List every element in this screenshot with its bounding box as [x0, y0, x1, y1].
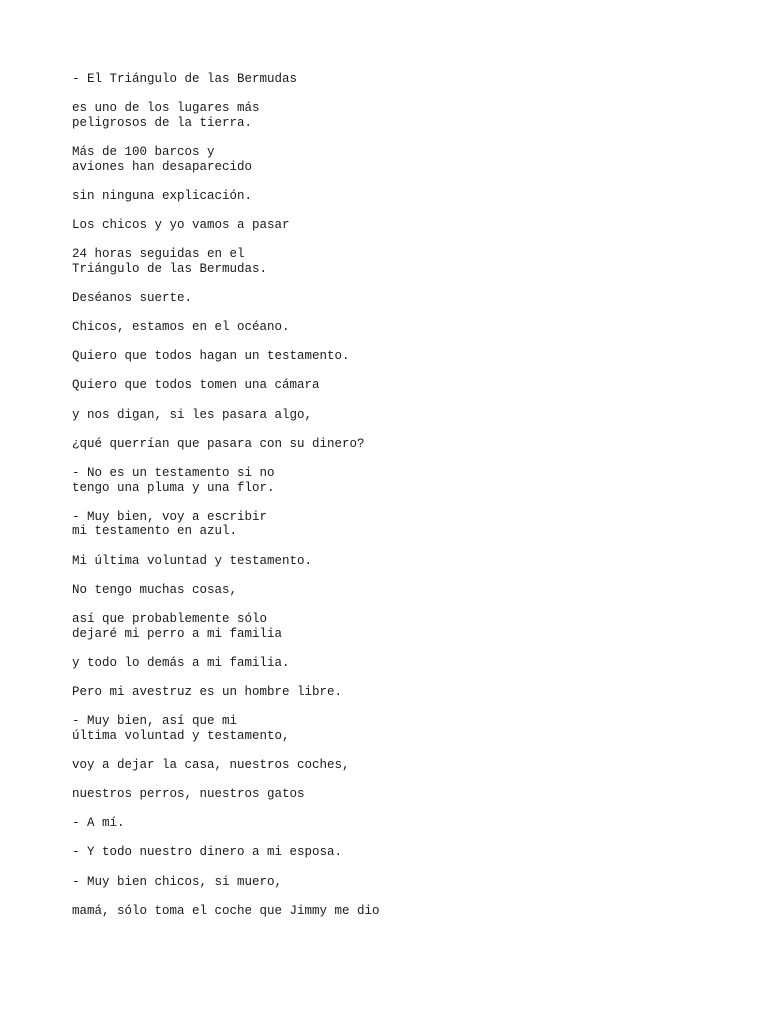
text-line: - Muy bien chicos, si muero,: [72, 874, 283, 889]
text-line: así que probablemente sólo: [72, 611, 268, 626]
text-line: Quiero que todos hagan un testamento.: [72, 349, 350, 364]
text-line: - El Triángulo de las Bermudas: [72, 72, 298, 86]
text-line: Más de 100 barcos y: [72, 144, 215, 159]
paragraph: [72, 145, 712, 174]
paragraph: [72, 189, 712, 204]
text-line: Pero mi avestruz es un hombre libre.: [72, 684, 343, 699]
paragraph: [72, 320, 712, 335]
paragraph: [72, 714, 712, 743]
text-line: tengo una pluma y una flor.: [72, 480, 275, 495]
text-line: Chicos, estamos en el océano.: [72, 320, 290, 335]
paragraph: [72, 218, 712, 233]
text-line: - A mí.: [72, 816, 125, 831]
text-line: mamá, sólo toma el coche que Jimmy me dio: [72, 903, 380, 918]
paragraph: [72, 816, 712, 831]
paragraph: [72, 247, 712, 276]
text-line: Los chicos y yo vamos a pasar: [72, 217, 290, 232]
paragraph: [72, 408, 712, 423]
paragraph: [72, 758, 712, 773]
text-line: - Y todo nuestro dinero a mi esposa.: [72, 845, 343, 860]
paragraph: [72, 466, 712, 495]
paragraph: [72, 437, 712, 452]
text-line: y todo lo demás a mi familia.: [72, 655, 290, 670]
text-line: - No es un testamento si no: [72, 466, 275, 481]
paragraph: [72, 904, 712, 919]
text-line: sin ninguna explicación.: [72, 188, 253, 203]
text-line: aviones han desaparecido: [72, 159, 253, 174]
paragraph: [72, 875, 712, 890]
paragraph: [72, 72, 712, 87]
document-page: [72, 72, 712, 933]
paragraph: [72, 554, 712, 569]
paragraph: [72, 656, 712, 671]
text-line: y nos digan, si les pasara algo,: [72, 407, 313, 422]
paragraph: [72, 583, 712, 598]
text-line: voy a dejar la casa, nuestros coches,: [72, 757, 350, 772]
paragraph: [72, 291, 712, 306]
paragraph: [72, 378, 712, 393]
text-line: nuestros perros, nuestros gatos: [72, 787, 305, 802]
text-line: Triángulo de las Bermudas.: [72, 261, 268, 276]
paragraph: [72, 349, 712, 364]
text-line: mi testamento en azul.: [72, 524, 238, 539]
text-line: peligrosos de la tierra.: [72, 115, 253, 130]
paragraph: [72, 845, 712, 860]
paragraph: [72, 510, 712, 539]
paragraph: [72, 787, 712, 802]
text-line: No tengo muchas cosas,: [72, 582, 238, 597]
paragraph: [72, 685, 712, 700]
text-line: dejaré mi perro a mi familia: [72, 626, 283, 641]
text-line: - Muy bien, voy a escribir: [72, 509, 268, 524]
text-line: Quiero que todos tomen una cámara: [72, 378, 320, 393]
text-line: Deséanos suerte.: [72, 290, 193, 305]
paragraph: [72, 101, 712, 130]
text-line: ¿qué querrían que pasara con su dinero?: [72, 436, 365, 451]
text-line: - Muy bien, así que mi: [72, 714, 238, 729]
paragraph: [72, 612, 712, 641]
text-line: es uno de los lugares más: [72, 101, 260, 116]
text-line: Mi última voluntad y testamento.: [72, 553, 313, 568]
text-line: última voluntad y testamento,: [72, 728, 290, 743]
text-line: 24 horas seguidas en el: [72, 247, 245, 262]
